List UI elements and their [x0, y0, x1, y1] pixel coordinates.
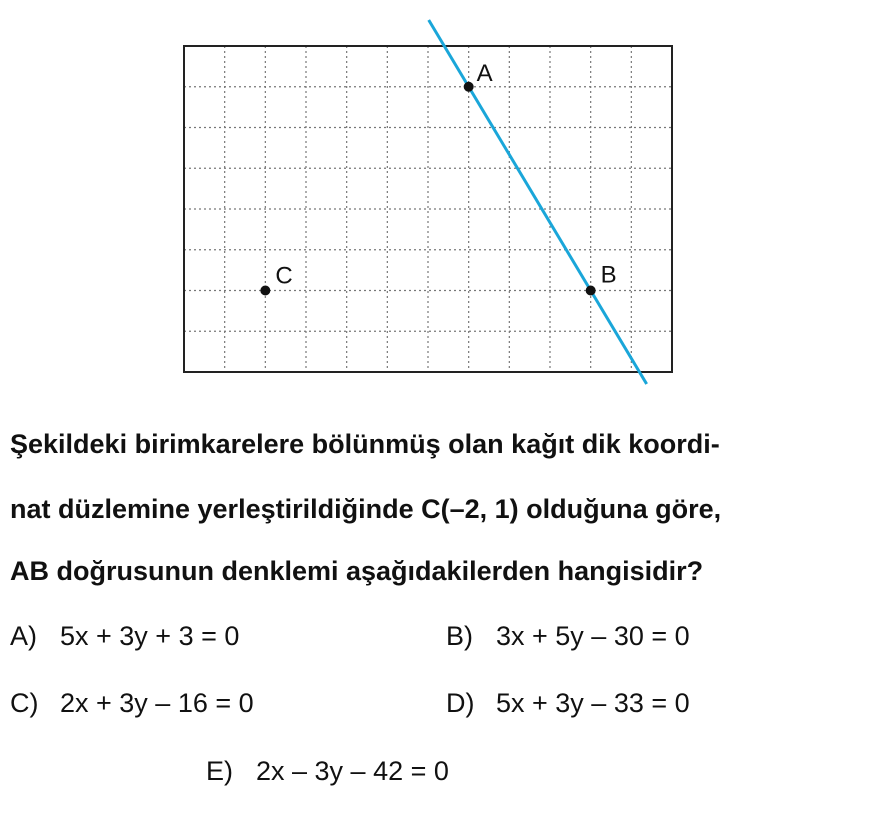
option-a-text: 5x + 3y + 3 = 0 — [60, 621, 240, 651]
option-a[interactable] — [10, 620, 239, 652]
point-c — [260, 286, 270, 296]
question-line-1: Şekildeki birimkarelere bölünmüş olan kağıt dik koordi- — [10, 429, 720, 459]
option-d[interactable] — [446, 687, 690, 719]
option-d-letter: D) — [446, 688, 475, 718]
point-label-b: B — [600, 261, 617, 289]
option-a-letter: A) — [10, 621, 37, 651]
option-e-text: 2x – 3y – 42 = 0 — [256, 756, 449, 786]
points-layer — [260, 60, 616, 296]
option-e[interactable] — [206, 755, 449, 787]
point-a — [464, 82, 474, 92]
option-b-text: 3x + 5y – 30 = 0 — [496, 621, 690, 651]
question-line-3: AB doğrusunun denklemi aşağıdakilerden hangisidir? — [10, 556, 704, 586]
option-c[interactable] — [10, 687, 254, 719]
point-label-c: C — [275, 262, 293, 290]
point-label-a: A — [476, 59, 493, 87]
question-line-2: nat düzlemine yerleştirildiğinde C(–2, 1) olduğuna göre, — [10, 494, 722, 524]
option-e-letter: E) — [206, 756, 233, 786]
option-b-letter: B) — [446, 621, 473, 651]
option-c-letter: C) — [10, 688, 39, 718]
grid-figure — [0, 0, 882, 400]
grid-border — [184, 46, 672, 372]
option-c-text: 2x + 3y – 16 = 0 — [60, 688, 254, 718]
option-b[interactable] — [446, 620, 690, 652]
point-b — [586, 286, 596, 296]
option-d-text: 5x + 3y – 33 = 0 — [496, 688, 690, 718]
line-ab — [429, 20, 647, 384]
grid-lines — [184, 46, 672, 372]
